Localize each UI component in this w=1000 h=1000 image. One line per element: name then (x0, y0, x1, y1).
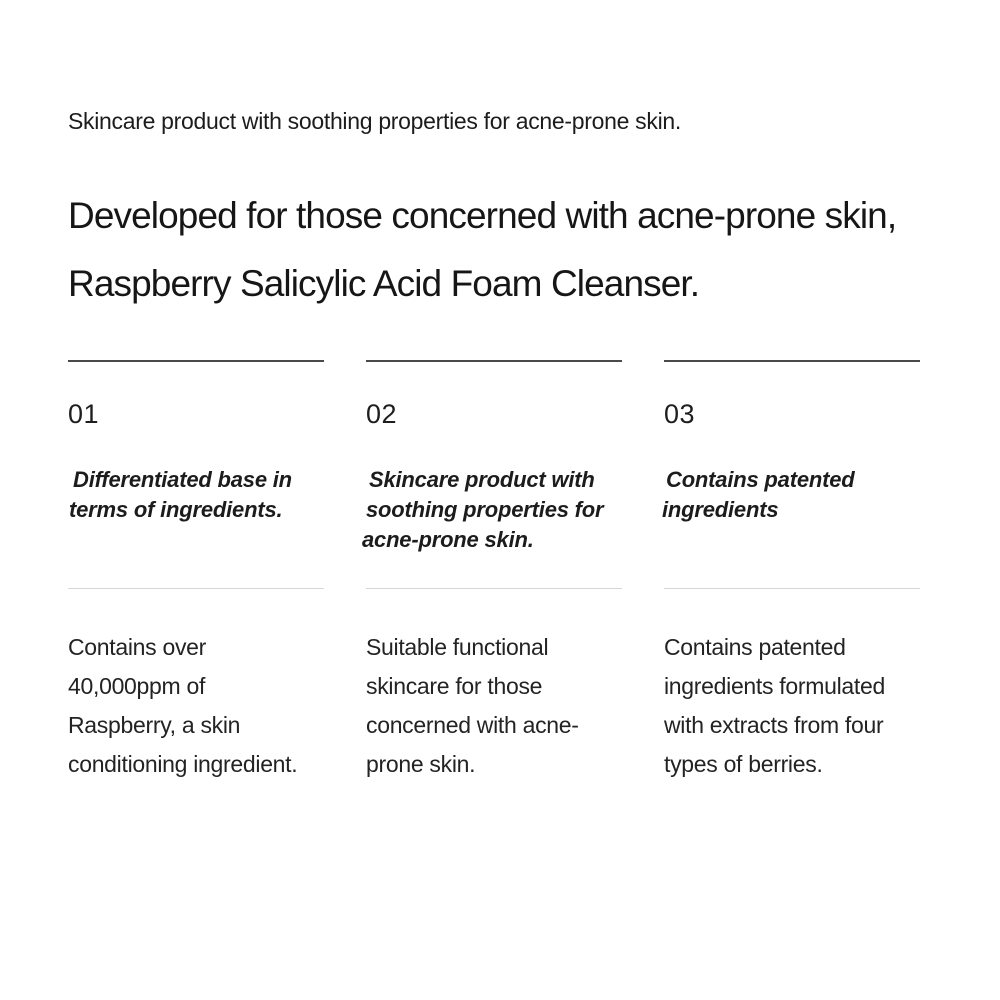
description-line: conditioning ingredient. (68, 751, 298, 777)
top-divider (366, 360, 622, 362)
feature-title-line: Skincare product with (369, 467, 595, 492)
middle-divider (68, 588, 324, 589)
middle-divider (664, 588, 920, 589)
description-line: Contains patented (664, 634, 846, 660)
description-line: ingredients formulated (664, 673, 885, 699)
feature-number: 01 (68, 399, 100, 429)
description-line: 40,000ppm of (68, 673, 206, 699)
feature-title-line: acne-prone skin. (362, 527, 534, 552)
feature-description (664, 628, 934, 784)
feature-number: 02 (366, 399, 398, 429)
feature-title (362, 465, 636, 555)
feature-description (366, 628, 636, 784)
middle-divider (366, 588, 622, 589)
feature-number: 03 (664, 399, 696, 429)
feature-title-line: terms of ingredients. (69, 497, 283, 522)
feature-title-line: soothing properties for (366, 497, 604, 522)
feature-title-line: ingredients (662, 497, 779, 522)
page-headline (68, 182, 978, 318)
description-line: Contains over (68, 634, 207, 660)
top-divider (68, 360, 324, 362)
description-line: with extracts from four (664, 712, 884, 738)
headline-line: Raspberry Salicylic Acid Foam Cleanser. (68, 263, 700, 304)
feature-title (69, 465, 343, 525)
feature-description (68, 628, 338, 784)
feature-title (664, 465, 934, 525)
feature-title-line: Differentiated base in (73, 467, 292, 492)
description-line: Raspberry, a skin (68, 712, 241, 738)
description-line: types of berries. (664, 751, 823, 777)
description-line: skincare for those (366, 673, 543, 699)
description-line: Suitable functional (366, 634, 549, 660)
description-line: concerned with acne- (366, 712, 579, 738)
headline-line: Developed for those concerned with acne-prone skin, (68, 195, 897, 236)
top-divider (664, 360, 920, 362)
description-line: prone skin. (366, 751, 476, 777)
feature-title-line: Contains patented (666, 467, 855, 492)
intro-subtitle: Skincare product with soothing properties for acne-prone skin. (68, 108, 681, 134)
